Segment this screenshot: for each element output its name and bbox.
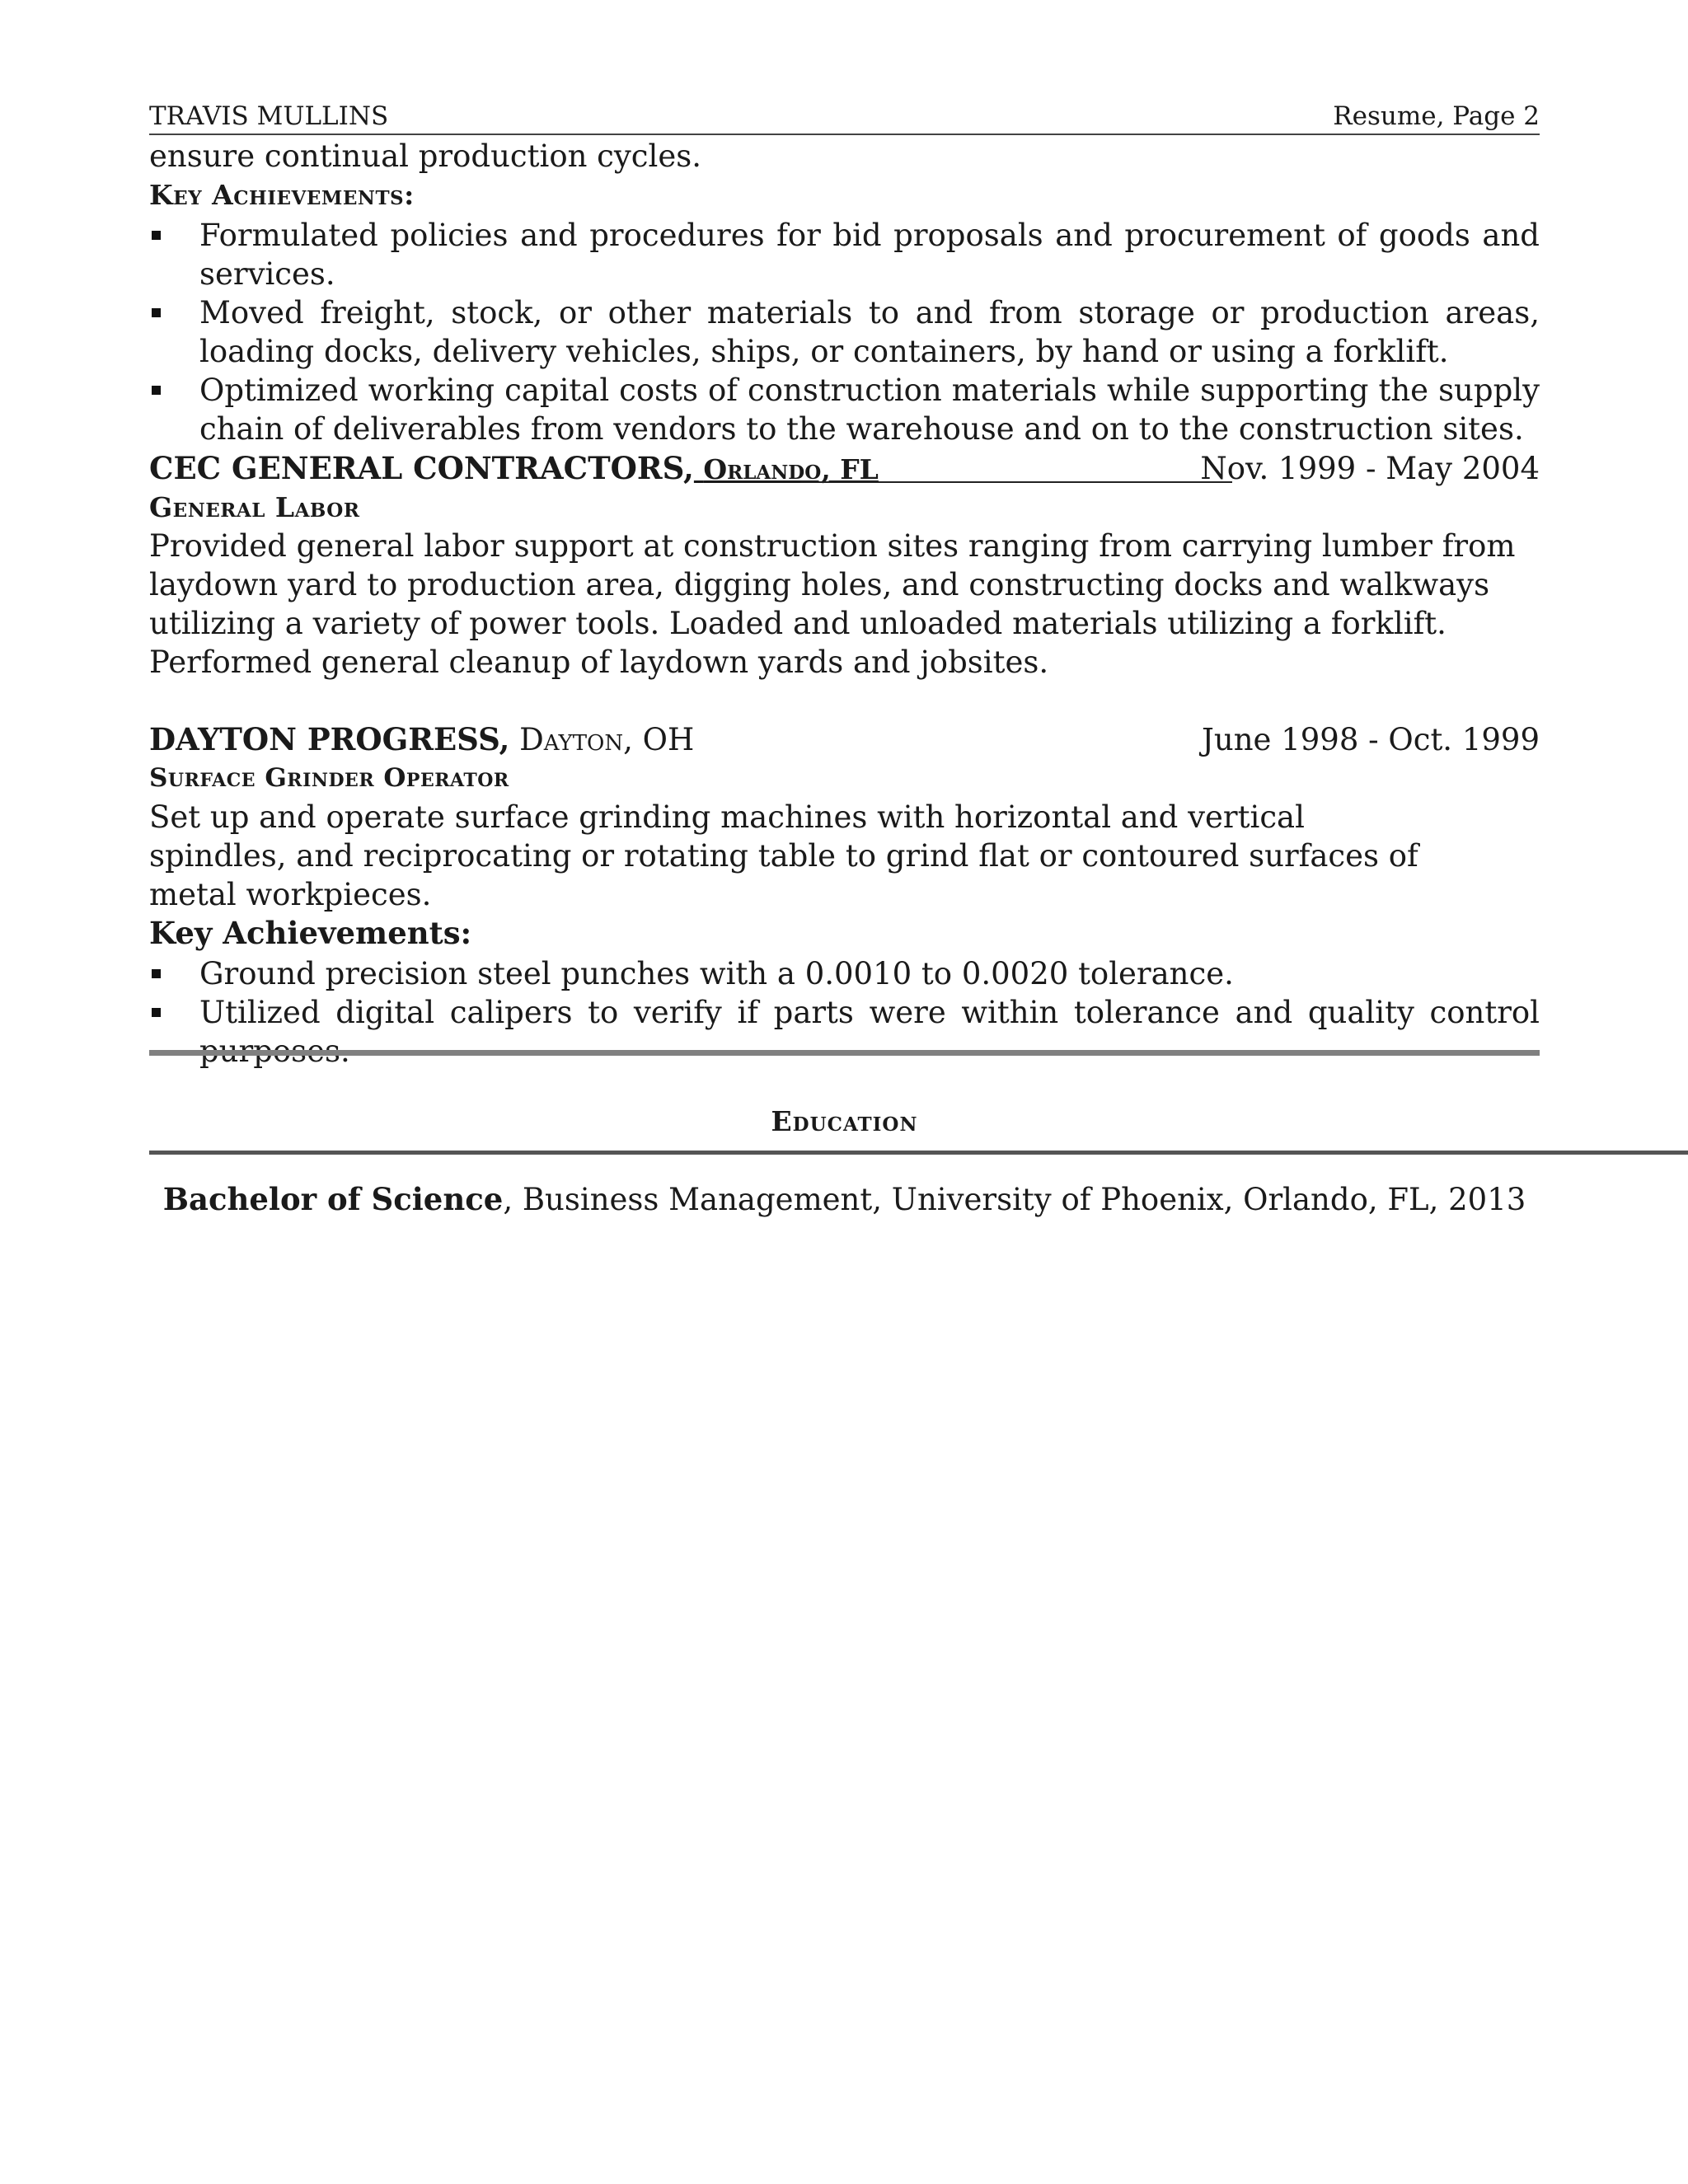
education-entry: [149, 1180, 1540, 1219]
continuation-section: [149, 137, 1540, 448]
achievements-heading: Key Achievements:: [149, 915, 472, 951]
company-name: CEC GENERAL CONTRACTORS,: [149, 450, 694, 486]
job-entry: [149, 720, 1540, 1071]
bullet-square-icon: [152, 386, 161, 395]
header-underline: [800, 481, 1232, 483]
list-item: [149, 216, 1540, 293]
bullet-square-icon: [152, 308, 161, 317]
company-name: DAYTON PROGRESS,: [149, 721, 510, 757]
bullet-square-icon: [152, 969, 161, 978]
education-rule: [149, 1151, 1688, 1155]
running-header: [149, 99, 1540, 135]
degree-name: Bachelor of Science: [162, 1181, 504, 1217]
bullet-square-icon: [152, 231, 161, 240]
bullet-square-icon: [152, 1008, 161, 1017]
section-divider: [149, 1050, 1540, 1056]
job-description: Set up and operate surface grinding machines with horizontal and vertical spindles, and reciprocating or rotating table to grind flat or contoured surfaces of metal workpieces.: [149, 799, 1418, 912]
achievements-list: [149, 216, 1540, 448]
job-entry: [149, 449, 1540, 682]
job-location: Orlando, FL: [703, 453, 879, 485]
list-item: [149, 993, 1540, 1071]
list-item: [149, 293, 1540, 371]
bullet-text: Optimized working capital costs of construction materials while supporting the supply chain of deliverables from vendors to the warehouse and on to the construction sites.: [199, 373, 1540, 447]
bullet-text: Utilized digital calipers to verify if parts were within tolerance and quality control: [199, 995, 1540, 1030]
header-page-label: Resume, Page 2: [1333, 101, 1540, 131]
job-header: [149, 449, 1540, 488]
job-dates: Nov. 1999 - May 2004: [1200, 451, 1540, 486]
degree-details: , Business Management, University of Phoenix, Orlando, FL, 2013: [503, 1182, 1526, 1217]
job-dates: June 1998 - Oct. 1999: [1202, 722, 1540, 757]
job-description: Provided general labor support at construction sites ranging from carrying lumber from laydown yard to production area, digging holes, and constructing docks and walkways utilizing a variety of power tools. Loaded and unloaded materials utilizing a forklift. Performed general cleanup of laydown yards and jobsites.: [149, 528, 1516, 680]
bullet-text: Ground precision steel punches with a 0.0010 to 0.0020 tolerance.: [199, 956, 1234, 991]
achievements-heading: Key Achievements:: [149, 179, 415, 211]
list-item: [149, 954, 1540, 993]
job-title: Surface Grinder Operator: [149, 763, 509, 793]
job-header: [149, 720, 1540, 759]
job-location: Dayton, OH: [519, 722, 695, 757]
education-heading: Education: [771, 1105, 918, 1137]
job-title: General Labor: [149, 491, 360, 523]
bullet-text: Moved freight, stock, or other materials to and from storage or production areas, loading docks, delivery vehicles, ships, or containers, by hand or using a forklift.: [199, 295, 1540, 369]
bullet-text: Formulated policies and procedures for bid proposals and procurement of goods and services.: [199, 218, 1540, 292]
list-item: [149, 371, 1540, 448]
header-name: TRAVIS MULLINS: [149, 101, 389, 131]
continuation-text: ensure continual production cycles.: [149, 138, 702, 174]
